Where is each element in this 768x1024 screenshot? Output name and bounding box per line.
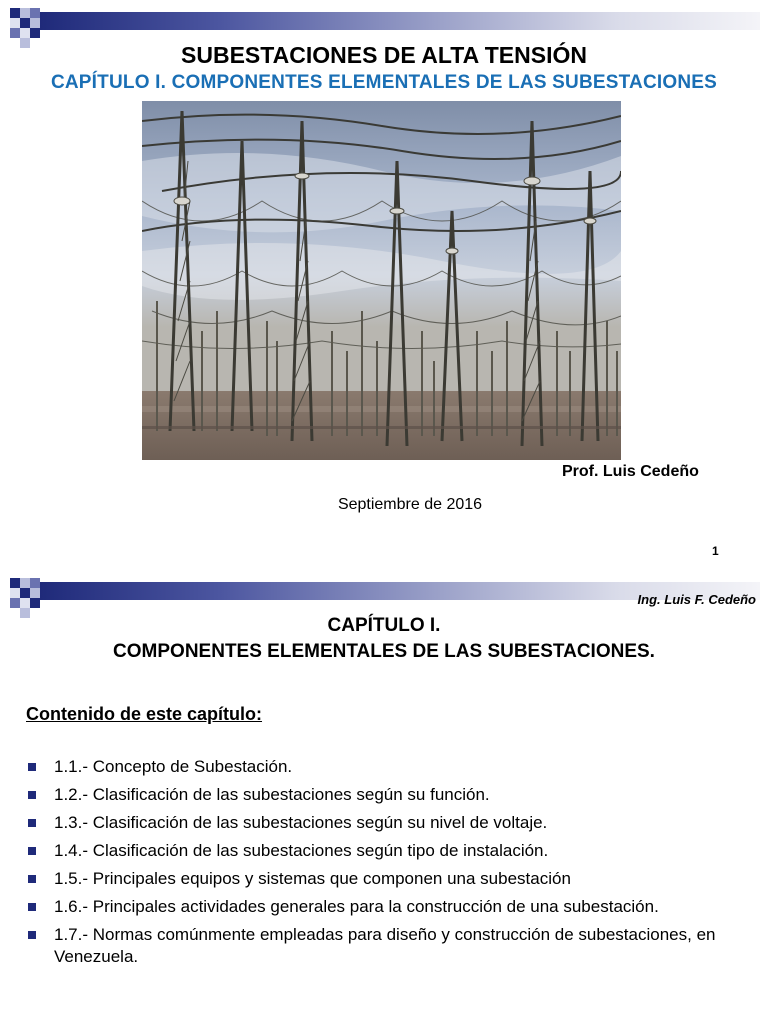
list-item-text: 1.7.- Normas comúnmente empleadas para diseño y construcción de subestaciones, en Venezuela. [54, 925, 716, 966]
list-item [26, 812, 756, 834]
square-bullet-icon [28, 819, 36, 827]
square-bullet-icon [28, 931, 36, 939]
list-item-text: 1.6.- Principales actividades generales para la construcción de una subestación. [54, 897, 659, 916]
list-item-text: 1.1.- Concepto de Subestación. [54, 757, 293, 776]
list-item [26, 868, 756, 890]
list-item-text: 1.2.- Clasificación de las subestaciones según su función. [54, 785, 490, 804]
page-number: 1 [712, 544, 719, 558]
square-bullet-icon [28, 763, 36, 771]
contents-heading: Contenido de este capítulo: [26, 704, 263, 724]
substation-photo [142, 101, 621, 460]
author-name: Prof. Luis Cedeño [562, 463, 699, 480]
chapter-subtitle: CAPÍTULO I. COMPONENTES ELEMENTALES DE LAS SUBESTACIONES [50, 72, 718, 93]
list-item-text: 1.3.- Clasificación de las subestaciones según su nivel de voltaje. [54, 813, 548, 832]
presentation-title: SUBESTACIONES DE ALTA TENSIÓN [181, 42, 587, 68]
presentation-date: Septiembre de 2016 [337, 496, 483, 513]
list-item-text: 1.5.- Principales equipos y sistemas que componen una subestación [54, 869, 571, 888]
square-bullet-icon [28, 903, 36, 911]
contents-slide [0, 570, 768, 1024]
list-item [26, 784, 756, 806]
list-item-text: 1.4.- Clasificación de las subestaciones según tipo de instalación. [54, 841, 549, 860]
list-item [26, 896, 756, 918]
chapter-title: CAPÍTULO I. [327, 615, 441, 636]
square-bullet-icon [28, 791, 36, 799]
list-item [26, 840, 756, 862]
list-item [26, 924, 756, 968]
contents-list [26, 756, 756, 974]
header-gradient-bar [40, 12, 760, 30]
list-item [26, 756, 756, 778]
chapter-heading: COMPONENTES ELEMENTALES DE LAS SUBESTACIONES. [113, 641, 655, 662]
square-bullet-icon [28, 847, 36, 855]
square-bullet-icon [28, 875, 36, 883]
instructor-name: Ing. Luis F. Cedeño [637, 592, 756, 607]
